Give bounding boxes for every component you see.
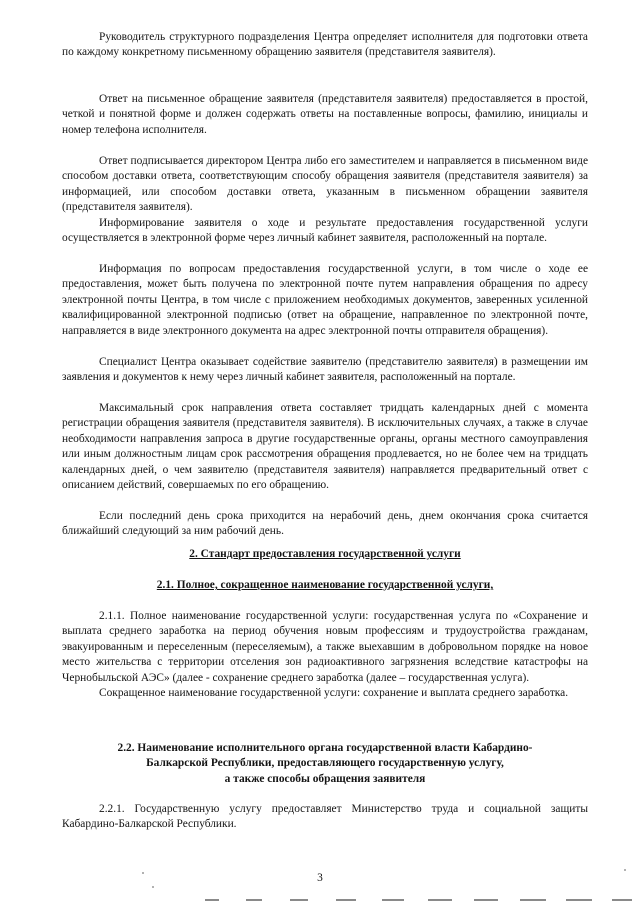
scan-artifact: [612, 899, 632, 901]
scan-speck: [142, 872, 144, 874]
scan-artifact: [428, 899, 452, 901]
paragraph-response-term: Максимальный срок направления ответа составляет тридцать календарных дней с момента регистрации обращения заявителя (представителя заявителя). В исключительных случаях, а также в случае необходимости направления запроса в другие государственные органы, органы местного самоуправления или иным должностным лицам срок рассмотрения обращения продлевается, но не более чем на тридцать календарных дней, о чем заявителю (представителя заявителя) направляется предварительный ответ с описанием действий, совершаемых по его обращению.: [62, 402, 588, 492]
paragraph-answer-form: Ответ на письменное обращение заявителя (представителя заявителя) предоставляется в простой, четкой и понятной форме и должен содержать ответы на поставленные вопросы, фамилию, инициалы и номер телефона исполнителя.: [62, 93, 588, 136]
paragraph-email-info: Информация по вопросам предоставления государственной услуги, в том числе о ходе ее предоставления, может быть получена по электронной почте путем направления обращения по адресу электронной почты Центра, в том числе с приложением необходимых документов, заверенных усиленной квалифицированной электронной подписью (ответ на обращение, направленное по электронной почте, направляется в виде электронного документа на адрес электронной почты отправителя обращения).: [62, 263, 588, 337]
scan-artifact: [336, 899, 356, 901]
scan-artifact: [566, 899, 592, 901]
scan-speck: [624, 869, 626, 871]
subsection-2-1-heading: 2.1. Полное, сокращенное наименование государственной услуги,: [156, 579, 494, 591]
scan-artifact: [382, 899, 404, 901]
scan-artifact: [520, 899, 546, 901]
subsection-2-2-heading-line3: а также способы обращения заявителя: [224, 772, 426, 785]
paragraph-full-name: 2.1.1. Полное наименование государственной услуги: государственная услуга по «Сохранение и выплата среднего заработка на период обучения новым профессиям и трудоустройства гражданам, эвакуированным и переселенным (переселяемым), а также выехавшим в добровольном порядке на новое место жительства с территории отселения зон радиоактивного загрязнения вследствие катастрофы на Чернобыльской АЭС» (далее - сохранение среднего заработка (далее – государственная услуга).: [62, 610, 588, 684]
paragraph-short-name: Сокращенное наименование государственной услуги: сохранение и выплата среднего заработка.: [99, 687, 569, 699]
paragraph-answer-signing: Ответ подписывается директором Центра либо его заместителем и направляется в письменном виде способом доставки ответа, соответствующим способу обращения заявителя (представителя заявителя) за информацией, или способом доставки ответа, указанным в письменном обращении заявителя (представителя заявителя).: [62, 155, 588, 214]
subsection-2-2-heading-line1: 2.2. Наименование исполнительного органа государственной власти Кабардино-: [117, 742, 533, 754]
scan-artifact: [205, 899, 219, 901]
paragraph-executor: Руководитель структурного подразделения Центра определяет исполнителя для подготовки ответа по каждому конкретному письменному обращению заявителя (представителя заявителя).: [62, 31, 588, 59]
scan-artifact: [246, 899, 262, 901]
scan-speck: [152, 886, 154, 888]
paragraph-weekend-rule: Если последний день срока приходится на нерабочий день, днем окончания срока считается ближайший следующий за ним рабочий день.: [62, 510, 588, 538]
paragraph-ministry: 2.2.1. Государственную услугу предоставляет Министерство труда и социальной защиты Кабардино-Балкарской Республики.: [62, 803, 588, 831]
scan-artifact: [474, 899, 498, 901]
subsection-2-2-heading: [62, 741, 588, 787]
subsection-2-2-heading-line2: Балкарской Республики, предоставляющего государственную услугу,: [146, 757, 504, 770]
paragraph-informing: Информирование заявителя о ходе и результате предоставления государственной услуги осуществляется в электронной форме через личный кабинет заявителя, расположенный на портале.: [62, 217, 588, 245]
page-number: 3: [317, 872, 323, 884]
section-2-heading: 2. Стандарт предоставления государственной услуги: [189, 548, 461, 560]
paragraph-specialist-assist: Специалист Центра оказывает содействие заявителю (представителю заявителя) в размещении им заявления и документов к нему через личный кабинет заявителя, расположенный на портале.: [62, 356, 588, 384]
scan-artifact: [290, 899, 308, 901]
